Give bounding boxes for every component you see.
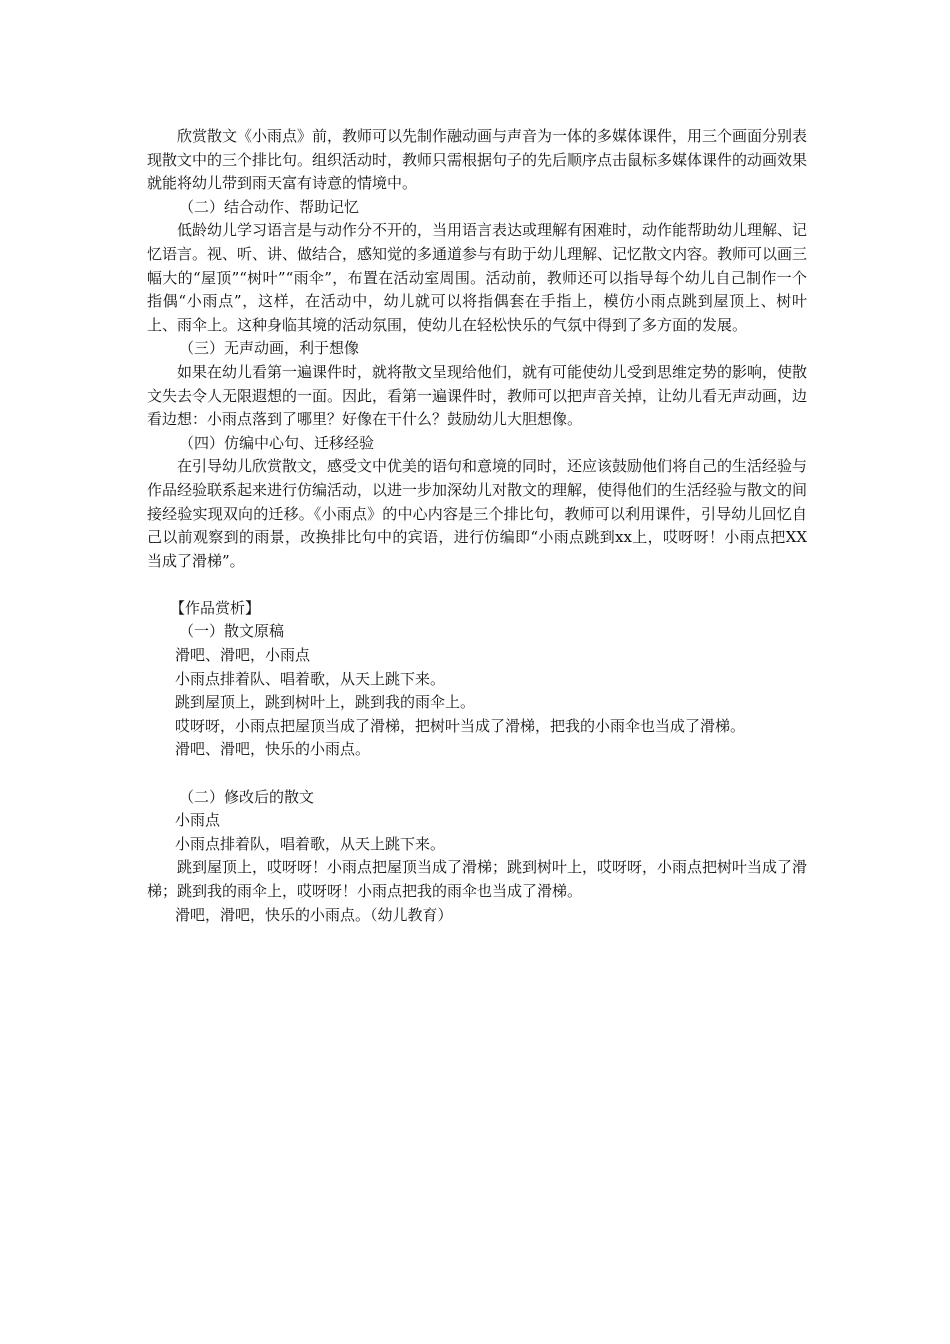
original-line: 滑吧、滑吧，小雨点 bbox=[175, 646, 311, 665]
original-line: 跳到屋顶上，跳到树叶上，跳到我的雨伞上。 bbox=[175, 693, 476, 712]
revised-line: 小雨点排着队，唱着歌，从天上跳下来。 bbox=[175, 834, 446, 853]
section-heading-2: （二）结合动作、帮助记忆 bbox=[179, 197, 360, 216]
revised-last-line: 滑吧，滑吧，快乐的小雨点。（幼儿教育） bbox=[175, 905, 453, 924]
section-paragraph-3: 如果在幼儿看第一遍课件时，就将散文呈现给他们，就有可能使幼儿受到思维定势的影响，使散文失去令人无限遐想的一面。因此，看第一遍课件时，教师可以把声音关掉，让幼儿看无声动画，边看边想：小雨点落到了哪里？好像在干什么？鼓励幼儿大胆想像。 bbox=[147, 362, 808, 429]
section-heading-3: （三）无声动画，利于想像 bbox=[179, 339, 360, 358]
original-line: 哎呀呀，小雨点把屋顶当成了滑梯，把树叶当成了滑梯，把我的小雨伞也当成了滑梯。 bbox=[175, 716, 746, 735]
revised-title: 小雨点 bbox=[175, 811, 221, 830]
original-line: 滑吧、滑吧，快乐的小雨点。 bbox=[175, 740, 371, 759]
spacer bbox=[147, 573, 807, 597]
appreciation-title: 【作品赏析】 bbox=[170, 598, 261, 617]
revised-paragraph: 跳到屋顶上，哎呀呀！小雨点把屋顶当成了滑梯；跳到树叶上，哎呀呀，小雨点把树叶当成了滑梯；跳到我的雨伞上，哎呀呀！小雨点把我的雨伞也当成了滑梯。 bbox=[147, 858, 808, 900]
section-paragraph-4: 在引导幼儿欣赏散文，感受文中优美的语句和意境的同时，还应该鼓励他们将自己的生活经验与作品经验联系起来进行仿编活动，以进一步加深幼儿对散文的理解，使得他们的生活经验与散文的间接经验实现双向的迁移。《小雨点》的中心内容是三个排比句，教师可以利用课件，引导幼儿回忆自己以前观察到的雨景，改换排比句中的宾语，进行仿编即“小雨点跳到xx上，哎呀呀！小雨点把XX当成了滑梯”。 bbox=[147, 457, 808, 570]
section-heading-4: （四）仿编中心句、迁移经验 bbox=[179, 433, 375, 452]
intro-paragraph: 欣赏散文《小雨点》前，教师可以先制作融动画与声音为一体的多媒体课件，用三个画面分别表现散文中的三个排比句。组织活动时，教师只需根据句子的先后顺序点击鼠标多媒体课件的动画效果就能将幼儿带到雨天富有诗意的情境中。 bbox=[147, 127, 808, 193]
revised-heading: （二）修改后的散文 bbox=[179, 787, 315, 806]
spacer bbox=[147, 762, 807, 786]
original-line: 小雨点排着队、唱着歌，从天上跳下来。 bbox=[175, 669, 446, 688]
original-heading: （一）散文原稿 bbox=[179, 622, 285, 641]
document-body bbox=[147, 125, 807, 927]
section-paragraph-2: 低龄幼儿学习语言是与动作分不开的，当用语言表达或理解有困难时，动作能帮助幼儿理解、记忆语言。视、听、讲、做结合，感知觉的多通道参与有助于幼儿理解、记忆散文内容。教师可以画三幅大的“屋顶”“树叶”“雨伞”，布置在活动室周围。活动前，教师还可以指导每个幼儿自己制作一个指偶“小雨点”，这样，在活动中，幼儿就可以将指偶套在手指上，模仿小雨点跳到屋顶上、树叶上、雨伞上。这种身临其境的活动氛围，使幼儿在轻松快乐的气氛中得到了多方面的发展。 bbox=[147, 221, 808, 334]
